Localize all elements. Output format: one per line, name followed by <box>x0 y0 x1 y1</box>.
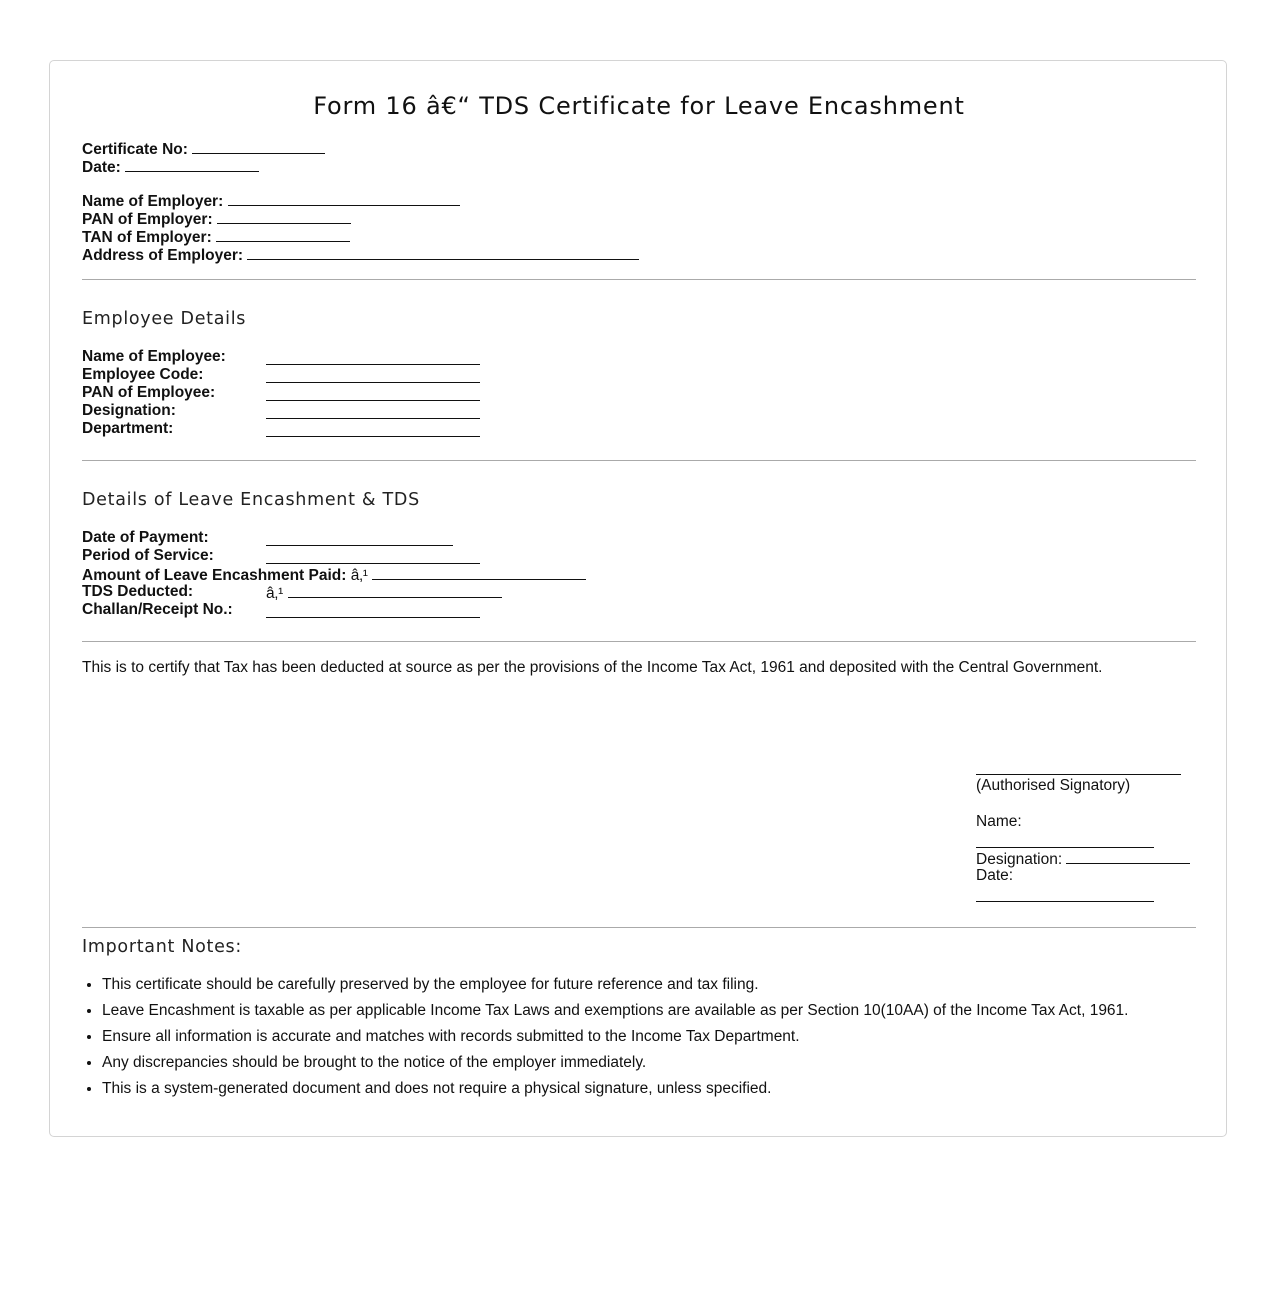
amount-paid-label: Amount of Leave Encashment Paid: <box>82 567 347 584</box>
certification-statement: This is to certify that Tax has been deducted at source as per the provisions of the Income Tax Act, 1961 and deposited with the Central Government. <box>82 659 1103 676</box>
note-item: • Leave Encashment is taxable as per applicable Income Tax Laws and exemptions are available as per Section 10(10AA) of the Income Tax Act, 1961. <box>102 1002 1128 1028</box>
tds-deducted-field[interactable] <box>288 583 502 598</box>
employee-pan-field[interactable] <box>266 383 480 401</box>
period-of-service-label: Period of Service: <box>82 547 214 564</box>
note-item: • Ensure all information is accurate and matches with records submitted to the Income Tax Department. <box>102 1028 1128 1054</box>
signatory-date-field[interactable] <box>976 901 1154 902</box>
important-notes-heading: Important Notes: <box>82 937 242 957</box>
signatory-date-label: Date: <box>976 867 1014 884</box>
employer-name-label: Name of Employer: <box>82 193 224 210</box>
employee-designation-field[interactable] <box>266 401 480 419</box>
signatory-name-field[interactable] <box>976 847 1154 848</box>
employer-tan-field[interactable] <box>216 227 350 242</box>
certificate-date-field[interactable] <box>125 157 259 172</box>
employer-tan-row <box>82 227 350 245</box>
employee-pan-label: PAN of Employee: <box>82 384 216 401</box>
employee-name-field[interactable] <box>266 347 480 365</box>
amount-paid-field[interactable] <box>372 565 586 580</box>
employee-details-heading: Employee Details <box>82 309 247 329</box>
employer-pan-label: PAN of Employer: <box>82 211 213 228</box>
date-of-payment-field[interactable] <box>266 528 453 546</box>
employer-name-field[interactable] <box>228 191 460 206</box>
note-item: • This is a system-generated document and does not require a physical signature, unless specified. <box>102 1080 1128 1106</box>
employee-code-label: Employee Code: <box>82 366 204 383</box>
employee-department-label: Department: <box>82 420 174 437</box>
divider <box>82 641 1196 642</box>
notes-list <box>82 976 1128 1106</box>
currency-symbol: â‚¹ <box>266 585 284 602</box>
divider <box>82 927 1196 928</box>
signature-line[interactable] <box>976 774 1181 775</box>
employer-name-row <box>82 191 460 209</box>
signatory-designation-row <box>976 849 1190 869</box>
challan-receipt-field[interactable] <box>266 600 480 618</box>
divider <box>82 279 1196 280</box>
certificate-card <box>49 60 1227 1137</box>
currency-symbol: â‚¹ <box>350 567 368 584</box>
certificate-no-row <box>82 139 325 157</box>
certificate-date-row <box>82 157 259 175</box>
divider <box>82 460 1196 461</box>
authorised-signatory-label: (Authorised Signatory) <box>976 777 1131 794</box>
employee-department-field[interactable] <box>266 419 480 437</box>
employer-pan-row <box>82 209 351 227</box>
certificate-date-label: Date: <box>82 159 121 176</box>
employer-address-label: Address of Employer: <box>82 247 244 264</box>
employer-address-field[interactable] <box>247 245 639 260</box>
employee-designation-label: Designation: <box>82 402 176 419</box>
encashment-details-heading: Details of Leave Encashment & TDS <box>82 490 420 510</box>
note-item: • Any discrepancies should be brought to the notice of the employer immediately. <box>102 1054 1128 1080</box>
challan-receipt-label: Challan/Receipt No.: <box>82 601 233 618</box>
employer-tan-label: TAN of Employer: <box>82 229 212 246</box>
employer-pan-field[interactable] <box>217 209 351 224</box>
amount-paid-row <box>82 565 586 583</box>
signatory-designation-field[interactable] <box>1066 849 1190 864</box>
employee-name-label: Name of Employee: <box>82 348 226 365</box>
certificate-no-label: Certificate No: <box>82 141 188 158</box>
tds-deducted-label: TDS Deducted: <box>82 583 194 600</box>
period-of-service-field[interactable] <box>266 546 480 564</box>
signatory-designation-label: Designation: <box>976 851 1063 868</box>
employer-address-row <box>82 245 639 263</box>
employee-code-field[interactable] <box>266 365 480 383</box>
signatory-name-label: Name: <box>976 813 1022 830</box>
date-of-payment-label: Date of Payment: <box>82 529 209 546</box>
page-title: Form 16 â€“ TDS Certificate for Leave Encashment <box>313 92 965 120</box>
note-item: • This certificate should be carefully preserved by the employee for future reference and tax filing. <box>102 976 1128 1002</box>
certificate-no-field[interactable] <box>192 139 325 154</box>
